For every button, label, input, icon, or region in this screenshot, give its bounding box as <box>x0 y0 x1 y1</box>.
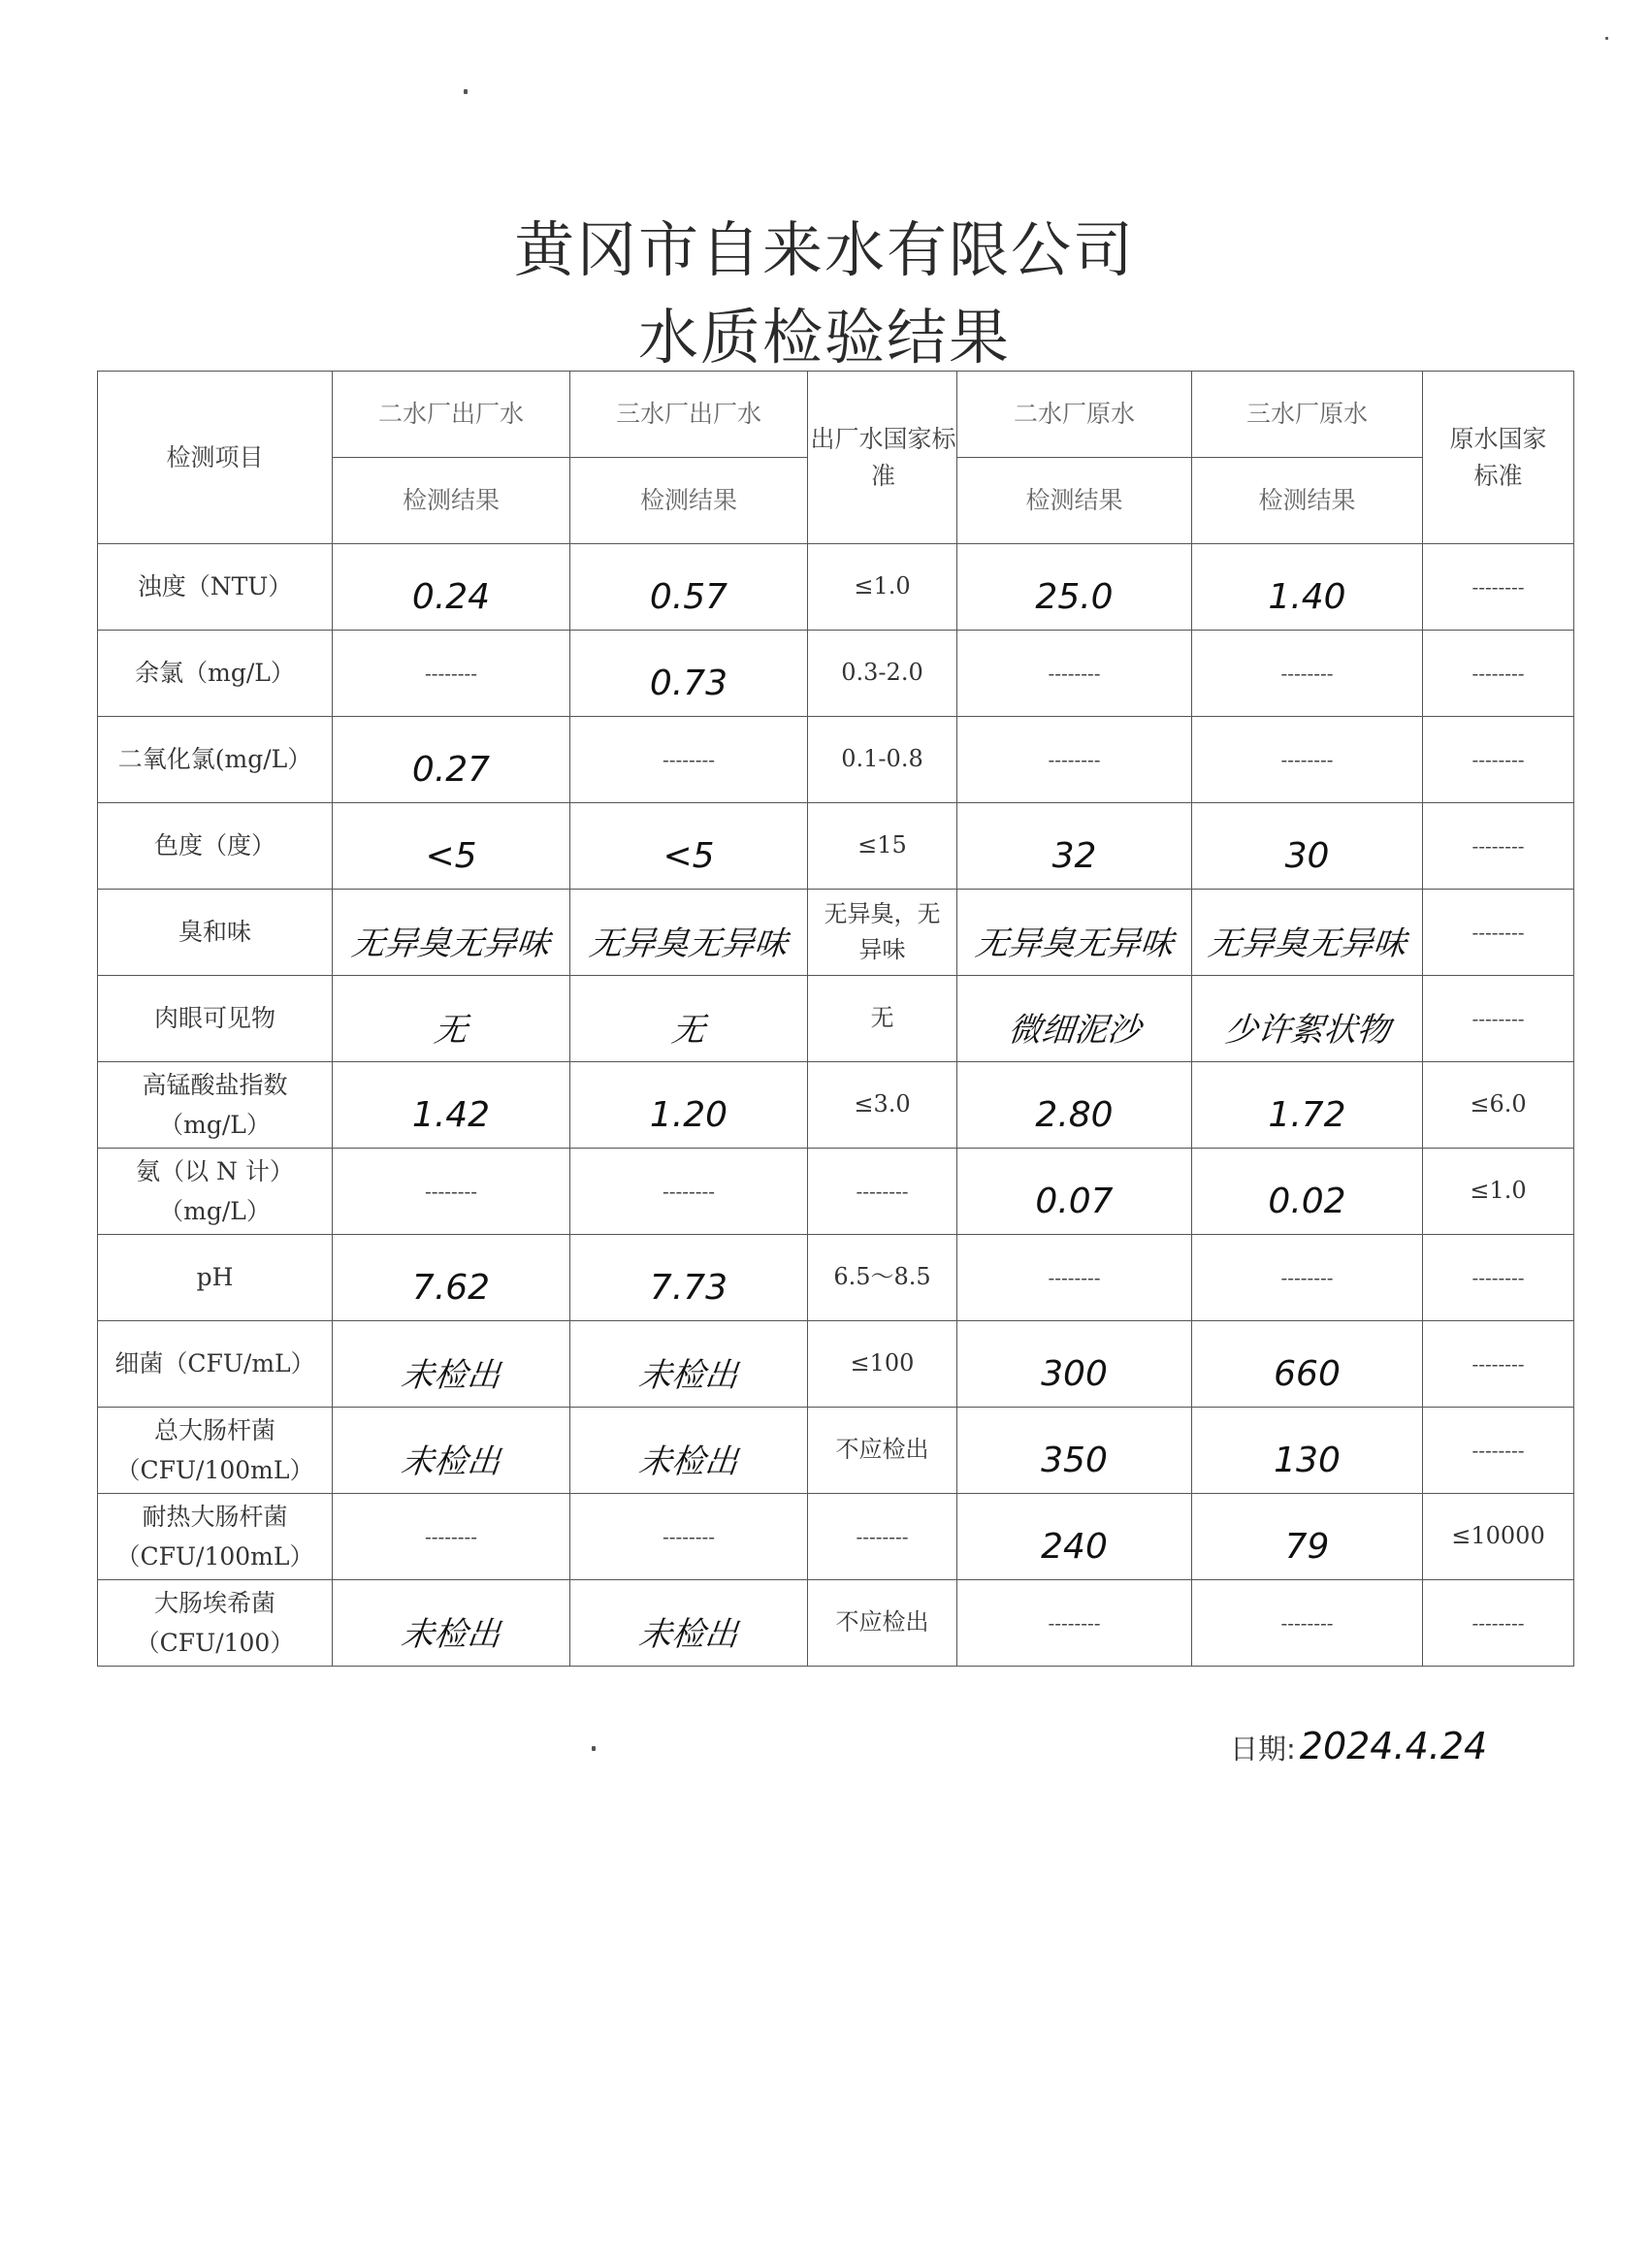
result-cell <box>957 1321 1192 1408</box>
subheader-result: 检测结果 <box>333 458 570 544</box>
result-cell <box>333 890 570 976</box>
header-item: 检测项目 <box>98 372 333 544</box>
empty-cell: -------- <box>957 631 1192 717</box>
handwritten-result: 微细泥沙 <box>1006 1010 1143 1050</box>
table-row <box>98 976 1574 1062</box>
result-cell <box>1192 1149 1423 1235</box>
result-cell <box>570 976 808 1062</box>
empty-cell: -------- <box>1423 890 1574 976</box>
result-cell <box>957 1494 1192 1580</box>
outlet-standard-cell: 不应检出 <box>808 1580 957 1667</box>
result-cell <box>333 544 570 631</box>
handwritten-result: 300 <box>1041 1353 1108 1394</box>
company-title: 黄冈市自来水有限公司 <box>513 214 1135 285</box>
row-item-name: 余氯（mg/L） <box>98 631 333 717</box>
handwritten-result: 无异臭无异味 <box>973 923 1176 963</box>
outlet-standard-cell: 6.5～8.5 <box>808 1235 957 1321</box>
date-value: 2024.4.24 <box>1299 1725 1488 1767</box>
handwritten-result: 0.73 <box>649 663 728 703</box>
handwritten-result: 240 <box>1041 1526 1108 1567</box>
row-item-name: 氨（以 N 计）（mg/L） <box>98 1149 333 1235</box>
empty-cell: -------- <box>1423 544 1574 631</box>
result-cell <box>333 1062 570 1149</box>
result-cell <box>1192 1321 1423 1408</box>
empty-cell: -------- <box>1423 1235 1574 1321</box>
row-item-name: 耐热大肠杆菌（CFU/100mL） <box>98 1494 333 1580</box>
header-plant3-raw: 三水厂原水 <box>1192 372 1423 458</box>
result-cell <box>333 1321 570 1408</box>
empty-cell: -------- <box>1423 976 1574 1062</box>
result-cell <box>1192 544 1423 631</box>
header-plant2-raw: 二水厂原水 <box>957 372 1192 458</box>
empty-cell: -------- <box>1192 1580 1423 1667</box>
outlet-standard-cell: ≤100 <box>808 1321 957 1408</box>
handwritten-result: 未检出 <box>636 1355 740 1395</box>
outlet-standard-cell: 无 <box>808 976 957 1062</box>
handwritten-result: 30 <box>1284 835 1330 876</box>
handwritten-result: 未检出 <box>636 1614 740 1654</box>
row-item-name: pH <box>98 1235 333 1321</box>
scan-speck <box>1605 37 1608 40</box>
header-plant3-outlet: 三水厂出厂水 <box>570 372 808 458</box>
empty-cell: -------- <box>957 1580 1192 1667</box>
header-outlet-standard-text: 出厂水国家标准 <box>810 425 956 490</box>
empty-cell: -------- <box>1423 631 1574 717</box>
result-cell <box>570 1408 808 1494</box>
scan-speck <box>464 89 468 94</box>
result-cell <box>1192 1408 1423 1494</box>
header-raw-standard <box>1423 372 1574 544</box>
table-row <box>98 631 1574 717</box>
result-cell <box>1192 803 1423 890</box>
outlet-standard-cell: ≤1.0 <box>808 544 957 631</box>
result-cell <box>957 890 1192 976</box>
result-cell <box>957 976 1192 1062</box>
empty-cell: -------- <box>1423 1580 1574 1667</box>
table-row <box>98 544 1574 631</box>
raw-standard-cell: ≤6.0 <box>1423 1062 1574 1149</box>
result-cell <box>570 1062 808 1149</box>
header-raw-standard-text: 原水国家标准 <box>1449 425 1547 490</box>
empty-cell: -------- <box>957 717 1192 803</box>
result-cell <box>957 1408 1192 1494</box>
handwritten-result: 660 <box>1274 1353 1341 1394</box>
row-item-name: 高锰酸盐指数（mg/L） <box>98 1062 333 1149</box>
handwritten-result: <5 <box>663 835 715 876</box>
outlet-standard-cell: 0.3-2.0 <box>808 631 957 717</box>
handwritten-result: 0.57 <box>649 576 728 617</box>
handwritten-result: 无异臭无异味 <box>587 923 790 963</box>
outlet-standard-cell: 无异臭，无异味 <box>808 890 957 976</box>
table-row <box>98 1580 1574 1667</box>
handwritten-result: 0.07 <box>1035 1181 1114 1221</box>
handwritten-result: 0.02 <box>1268 1181 1346 1221</box>
handwritten-result: 无 <box>432 1010 469 1050</box>
result-cell <box>570 1235 808 1321</box>
handwritten-result: 2.80 <box>1035 1094 1114 1135</box>
result-cell <box>957 544 1192 631</box>
handwritten-result: 未检出 <box>399 1614 502 1654</box>
handwritten-result: 32 <box>1051 835 1097 876</box>
subheader-result: 检测结果 <box>570 458 808 544</box>
table-row <box>98 1321 1574 1408</box>
result-cell <box>1192 890 1423 976</box>
report-title: 水质检验结果 <box>637 302 1011 373</box>
row-item-name: 肉眼可见物 <box>98 976 333 1062</box>
result-cell <box>570 803 808 890</box>
result-cell <box>333 1580 570 1667</box>
result-cell <box>570 890 808 976</box>
row-item-name: 大肠埃希菌（CFU/100） <box>98 1580 333 1667</box>
table-row <box>98 1149 1574 1235</box>
result-cell <box>333 976 570 1062</box>
handwritten-result: 0.24 <box>411 576 491 617</box>
outlet-standard-cell: ≤3.0 <box>808 1062 957 1149</box>
empty-cell: -------- <box>1192 631 1423 717</box>
empty-cell: -------- <box>1423 1321 1574 1408</box>
empty-cell: -------- <box>957 1235 1192 1321</box>
table-row <box>98 1235 1574 1321</box>
result-cell <box>570 631 808 717</box>
empty-cell: -------- <box>570 1149 808 1235</box>
empty-cell: -------- <box>570 1494 808 1580</box>
result-cell <box>570 1580 808 1667</box>
empty-cell: -------- <box>1192 717 1423 803</box>
scan-speck <box>592 1746 596 1751</box>
result-cell <box>957 803 1192 890</box>
table-row <box>98 803 1574 890</box>
table-row <box>98 1062 1574 1149</box>
table-row <box>98 1494 1574 1580</box>
date-label: 日期: <box>1230 1733 1296 1766</box>
empty-cell: -------- <box>333 1494 570 1580</box>
result-cell <box>1192 976 1423 1062</box>
empty-cell: -------- <box>1423 1408 1574 1494</box>
handwritten-result: 79 <box>1284 1526 1330 1567</box>
raw-standard-cell: ≤1.0 <box>1423 1149 1574 1235</box>
handwritten-result: 1.42 <box>411 1094 491 1135</box>
empty-cell: -------- <box>333 1149 570 1235</box>
handwritten-result: 无异臭无异味 <box>1206 923 1408 963</box>
outlet-standard-cell: ≤15 <box>808 803 957 890</box>
result-cell <box>333 717 570 803</box>
handwritten-result: 无异臭无异味 <box>349 923 552 963</box>
handwritten-result: 130 <box>1274 1440 1341 1480</box>
row-item-name: 臭和味 <box>98 890 333 976</box>
header-plant2-outlet: 二水厂出厂水 <box>333 372 570 458</box>
result-cell <box>333 1235 570 1321</box>
result-cell <box>333 1408 570 1494</box>
table-row <box>98 890 1574 976</box>
handwritten-result: 1.20 <box>649 1094 728 1135</box>
row-item-name: 色度（度） <box>98 803 333 890</box>
water-quality-table <box>97 371 1574 1667</box>
subheader-result: 检测结果 <box>957 458 1192 544</box>
result-cell <box>1192 1062 1423 1149</box>
handwritten-result: 少许絮状物 <box>1222 1010 1392 1050</box>
handwritten-result: 7.62 <box>411 1267 491 1308</box>
result-cell <box>570 544 808 631</box>
result-cell <box>957 1149 1192 1235</box>
row-item-name: 浊度（NTU） <box>98 544 333 631</box>
handwritten-result: 1.72 <box>1268 1094 1346 1135</box>
outlet-standard-cell: 不应检出 <box>808 1408 957 1494</box>
handwritten-result: 无 <box>669 1010 707 1050</box>
empty-cell: -------- <box>333 631 570 717</box>
result-cell <box>570 1321 808 1408</box>
handwritten-result: 25.0 <box>1035 576 1114 617</box>
handwritten-result: 未检出 <box>399 1355 502 1395</box>
empty-cell: -------- <box>808 1149 957 1235</box>
outlet-standard-cell: 0.1-0.8 <box>808 717 957 803</box>
handwritten-result: 350 <box>1041 1440 1108 1480</box>
handwritten-result: <5 <box>425 835 477 876</box>
raw-standard-cell: ≤10000 <box>1423 1494 1574 1580</box>
row-item-name: 总大肠杆菌（CFU/100mL） <box>98 1408 333 1494</box>
empty-cell: -------- <box>1423 717 1574 803</box>
empty-cell: -------- <box>1192 1235 1423 1321</box>
table-row <box>98 1408 1574 1494</box>
handwritten-result: 1.40 <box>1268 576 1346 617</box>
row-item-name: 二氧化氯(mg/L） <box>98 717 333 803</box>
handwritten-result: 7.73 <box>649 1267 728 1308</box>
row-item-name: 细菌（CFU/mL） <box>98 1321 333 1408</box>
empty-cell: -------- <box>808 1494 957 1580</box>
table-header-row <box>98 372 1574 458</box>
report-date <box>1230 1725 1487 1767</box>
result-cell <box>957 1062 1192 1149</box>
handwritten-result: 未检出 <box>636 1442 740 1481</box>
table-row <box>98 717 1574 803</box>
result-cell <box>333 803 570 890</box>
header-outlet-standard <box>808 372 957 544</box>
handwritten-result: 0.27 <box>411 749 491 790</box>
empty-cell: -------- <box>570 717 808 803</box>
subheader-result: 检测结果 <box>1192 458 1423 544</box>
result-cell <box>1192 1494 1423 1580</box>
handwritten-result: 未检出 <box>399 1442 502 1481</box>
empty-cell: -------- <box>1423 803 1574 890</box>
